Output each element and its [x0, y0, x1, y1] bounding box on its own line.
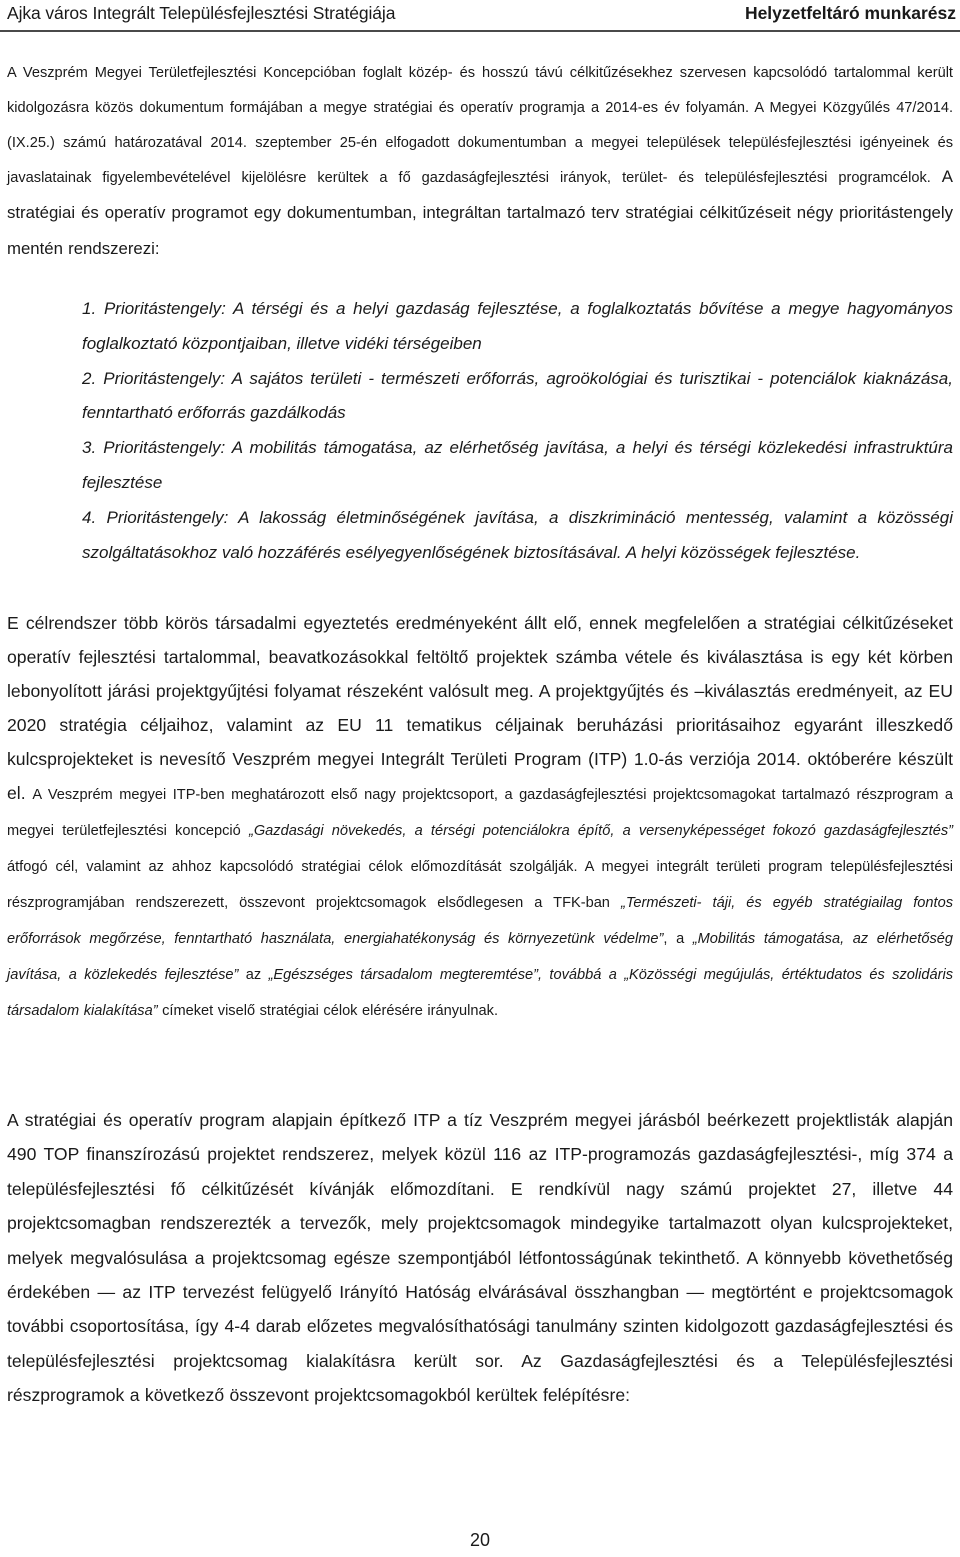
itp-text-part2: A Veszprém megyei ITP-ben meghatározott első nagy projektcsoport, a gazdaságfejlesztési projektcsomagokat tartalmazó részprogram a megyei területfejlesztési koncepció — [7, 787, 953, 839]
itp-small-section — [7, 787, 953, 1019]
itp-text-part4: címeket viselő stratégiai célok elérésére irányulnak. — [162, 1003, 499, 1019]
intro-text: A Veszprém Megyei Területfejlesztési Koncepcióban foglalt közép- és hosszú távú célkitűzésekhez szervesen kapcsolódó tartalommal került kidolgozásra közös dokumentum formájában a megye stratégiai és operatív programja a 2014-es év folyamán. A Megyei Közgyűlés 47/2014. (IX.25.) számú határozatával 2014. szeptember 25-én elfogadott dokumentumban a megyei települések településfejlesztési igényeinek és javaslatainak figyelembevételével kijelölésre kerültek a fő gazdaságfejlesztési irányok, terület- és településfejlesztési programcélok. — [7, 65, 953, 187]
priority-text: A térségi és a helyi gazdaság fejlesztése, a foglalkoztatás bővítése a megye hagyományos foglalkoztató központjaiban, illetve vidéki térségeiben — [82, 299, 954, 353]
itp-text-part3: átfogó cél, valamint az ahhoz kapcsolódó stratégiai célok előmozdítását szolgálják. A megyei integrált területi program településfejlesztési részprogramjában rendszerezett, összevont projektcsomagok elsődlegesen a TFK-ban — [7, 859, 953, 911]
section-title: Helyzetfeltáró munkarész — [744, 3, 956, 23]
projects-text: A stratégiai és operatív program alapjain építkező ITP a tíz Veszprém megyei járásból beérkezett projektlisták alapján 490 TOP finanszírozású projektet rendszerez, melyek közül 116 az ITP-programozás gazdaságfejlesztési-, míg 374 a településfejlesztési fő célkitűzését kívánják előmozdítani. E rendkívül nagy számú projektet 27, illetve 44 projektcsomagban rendszerezték a tervezők, mely projektcsomagok mindegyike tartalmazott olyan kulcsprojekteket, melyek megvalósulása a projektcsomag egésze szempontjából létfontosságúnak tekinthető. A könnyebb követhetőség érdekében — az ITP tervezést felügyelő Irányító Hatóság elvárásával összhangban — megtörtént e projektcsomagok további csoportosítása, így 4-4 darab előzetes megvalósíthatósági tanulmány szinten kidolgozott gazdaságfejlesztési és településfejlesztési projektcsomag kialakításra került sor. Az Gazdaságfejlesztési és a Településfejlesztési részprogramok a következő összevont projektcsomagokból kerültek felépítésre: — [7, 1110, 953, 1406]
priority-list — [7, 292, 953, 570]
priority-label: 4. Prioritástengely: — [82, 507, 229, 527]
itp-quote-4: „Egészséges társadalom megteremtése”, továbbá a „Közösségi megújulás, értéktudatos és szolidáris társadalom kialakítása” — [7, 967, 953, 1019]
priority-item-3 — [82, 431, 953, 501]
priority-text: A sajátos területi - természeti erőforrás, agroökológiai és turisztikai - potenciálok kiaknázása, fenntartható erőforrás gazdálkodás — [82, 368, 953, 423]
priority-item-1 — [82, 292, 953, 362]
itp-separator-1: , a — [663, 931, 685, 947]
intro-paragraph — [7, 56, 953, 268]
projects-paragraph — [7, 1103, 953, 1413]
document-title: Ajka város Integrált Településfejlesztési Stratégiája — [7, 3, 396, 23]
priority-item-2 — [82, 362, 953, 432]
page-number: 20 — [469, 1530, 491, 1550]
itp-paragraph — [7, 606, 953, 1028]
priority-label: 1. Prioritástengely: — [82, 299, 226, 318]
priority-text: A mobilitás támogatása, az elérhetőség javítása, a helyi és térségi közlekedési infrastruktúra fejlesztése — [82, 438, 953, 492]
itp-quote-1: „Gazdasági növekedés, a térségi potenciálokra építő, a versenyképességet fokozó gazdaságfejlesztés” — [248, 823, 953, 839]
itp-text-part1: E célrendszer több körös társadalmi egyeztetés eredményeként állt elő, ennek megfelelően a stratégiai célkitűzéseket operatív fejlesztési tartalommal, beavatkozásokkal feltöltő projektek számba vétele és kiválasztása is egy két körben lebonyolított járási projektgyűjtési folyamat részeként valósult meg. A projektgyűjtés és –kiválasztás eredményeit, az EU 2020 stratégia céljaihoz, valamint az EU 11 tematikus céljainak beruházási prioritásaihoz egyaránt illeszkedő kulcsprojekteket is nevesítő Veszprém megyei Integrált Területi Program (ITP) 1.0-ás verziója 2014. októberére készült el. — [7, 613, 953, 803]
priority-text: A lakosság életminőségének javítása, a diszkrimináció mentesség, valamint a közösségi szolgáltatásokhoz való hozzáférés esélyegyenlőségének biztosításával. A helyi közösségek fejlesztése. — [82, 507, 953, 562]
priority-label: 3. Prioritástengely: — [82, 438, 226, 458]
priority-label: 2. Prioritástengely: — [82, 368, 226, 388]
page-header — [0, 0, 960, 32]
intro-tail-text: A stratégiai és operatív programot egy dokumentumban, integráltan tartalmazó terv stratégiai célkitűzéseit négy prioritástengely mentén rendszerezi: — [7, 167, 953, 258]
itp-separator-2: az — [245, 967, 262, 983]
itp-quote-3: „Mobilitás támogatása, az elérhetőség javítása, a közlekedés fejlesztése” — [7, 931, 953, 983]
itp-quote-2: „Természeti- táji, és egyéb stratégiailag fontos erőforrások megőrzése, fenntartható használata, energiahatékonyság és környezetünk védelme” — [7, 895, 953, 947]
priority-item-4 — [82, 501, 953, 571]
